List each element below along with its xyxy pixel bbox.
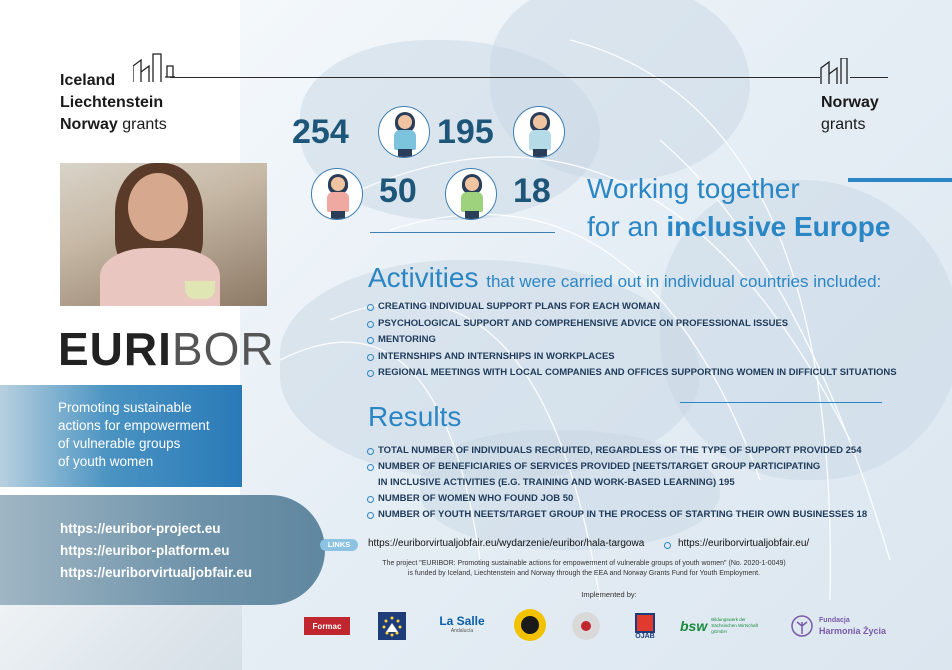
activities-list: [367, 299, 897, 382]
list-item-continuation: IN INCLUSIVE ACTIVITIES (E.G. TRAINING AND WORK-BASED LEARNING) 195: [378, 477, 735, 488]
woman-with-phone-photo: [60, 163, 267, 306]
links-badge: LINKS: [320, 539, 358, 551]
top-rule: [170, 77, 820, 78]
activities-heading: Activities that were carried out in individual countries included:: [368, 262, 882, 293]
results-heading: Results: [368, 401, 462, 432]
results-list: [367, 443, 867, 523]
implemented-by-label: Implemented by:: [581, 590, 637, 599]
round-logo: [572, 612, 600, 640]
stat-recruited: 254: [292, 113, 349, 151]
tree-icon: [790, 614, 814, 638]
virtualjobfair-link[interactable]: https://euriborvirtualjobfair.eu/: [678, 538, 810, 549]
harmonia-zycia-logo: Fundacja Harmonia Życia: [790, 612, 894, 640]
stat-businesses: 18: [513, 172, 551, 210]
list-item: NUMBER OF BENEFICIARIES OF SERVICES PROVIDED [NEETS/TARGET GROUP PARTICIPATING: [367, 459, 867, 475]
project-url-link[interactable]: https://euribor-project.eu: [60, 521, 221, 536]
emblem-logo: [514, 609, 546, 641]
norway-grants-skyline-icon: [820, 58, 850, 84]
top-rule-right: [850, 77, 888, 78]
euribor-logo: EURIBOR: [58, 323, 275, 375]
woman-smiling-icon: [445, 168, 497, 220]
platform-url-link[interactable]: https://euribor-platform.eu: [60, 543, 230, 558]
list-item: PSYCHOLOGICAL SUPPORT AND COMPREHENSIVE ADVICE ON PROFESSIONAL ISSUES: [367, 316, 897, 333]
eu-stars-logo: [378, 612, 406, 640]
list-item: TOTAL NUMBER OF INDIVIDUALS RECRUITED, REGARDLESS OF THE TYPE OF SUPPORT PROVIDED 254: [367, 443, 867, 459]
bullet-icon: [664, 542, 671, 549]
formac-logo: Formac: [304, 617, 350, 635]
results-divider: [680, 402, 882, 403]
project-tagline: Promoting sustainable actions for empowerment of vulnerable groups of youth women: [58, 400, 210, 469]
stat-found-job: 50: [379, 172, 417, 210]
funding-disclaimer: The project "EURIBOR: Promoting sustainable actions for empowerment of vulnerable groups of youth women" (No. 2020-1-0049) is funded by Iceland, Liechtenstein and Norway through the EEA and Norway Grants Fund for Youth Employment.: [382, 560, 786, 577]
paper-figures-image: [0, 605, 242, 670]
list-item: REGIONAL MEETINGS WITH LOCAL COMPANIES AND OFFICES SUPPORTING WOMEN IN DIFFICULT SITUATIONS: [367, 365, 897, 382]
list-item: NUMBER OF YOUTH NEETS/TARGET GROUP IN THE PROCESS OF STARTING THEIR OWN BUSINESSES 18: [367, 507, 867, 523]
woman-icon: [378, 106, 430, 158]
headline: Working together for an inclusive Europe: [587, 173, 891, 242]
stat-beneficiaries: 195: [437, 113, 494, 151]
list-item: CREATING INDIVIDUAL SUPPORT PLANS FOR EACH WOMAN: [367, 299, 897, 316]
norway-grants-logo: Norway grants: [821, 94, 879, 133]
project-url-list: [60, 518, 252, 584]
bsw-logo: bsw Bildungswerk der Sächsischen Wirtschaft gGmbH: [680, 617, 759, 634]
stats-divider: [370, 232, 555, 233]
virtualjobfair-url-link[interactable]: https://euriborvirtualjobfair.eu: [60, 565, 253, 580]
ojab-logo: OJAB: [631, 609, 659, 643]
stars-icon: [380, 614, 404, 638]
la-salle-logo: La Salle Andalucía: [439, 614, 485, 634]
woman-arms-up-icon: [311, 168, 363, 220]
list-item: MENTORING: [367, 332, 897, 349]
list-item: NUMBER OF WOMEN WHO FOUND JOB 50: [367, 491, 867, 507]
woman-walking-icon: [513, 106, 565, 158]
iceland-liechtenstein-norway-grants-logo: Iceland Liechtenstein Norway grants: [60, 72, 167, 133]
hala-targowa-link[interactable]: https://euriborvirtualjobfair.eu/wydarzenie/euribor/hala-targowa: [368, 538, 645, 549]
list-item: INTERNSHIPS AND INTERNSHIPS IN WORKPLACES: [367, 349, 897, 366]
